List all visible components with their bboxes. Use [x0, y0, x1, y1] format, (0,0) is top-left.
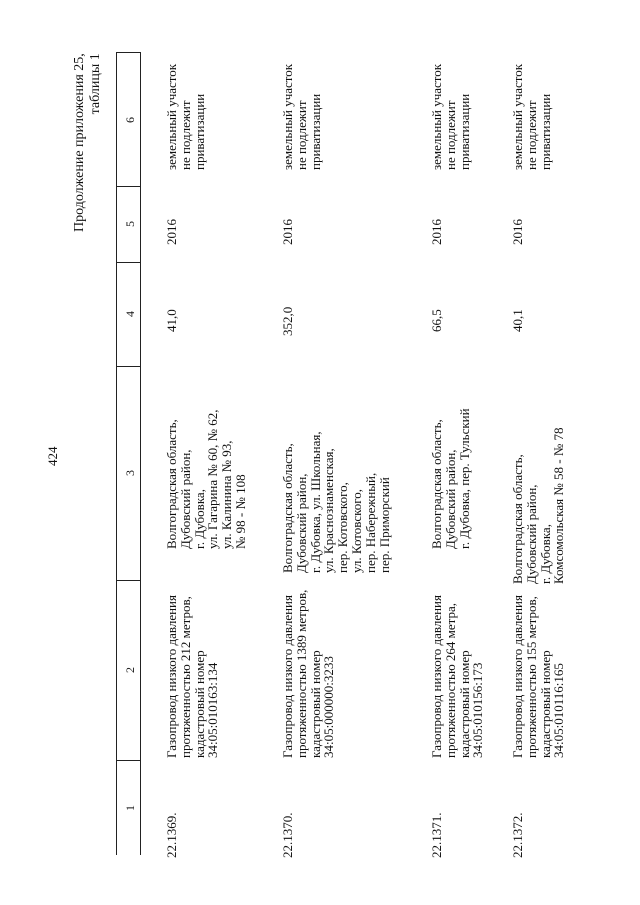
- continuation-note: [72, 53, 104, 232]
- row-1-number: 22.1369.: [164, 812, 179, 858]
- continuation-line-2: таблицы 1: [88, 53, 103, 115]
- row-1-note: земельный участок не подлежит приватизации: [164, 63, 207, 170]
- row-2-address: Волгоградская область, Дубовский район, г. Дубовка, ул. Школьная, ул. Краснознаменская, пер. Котовского, ул. Котовского, пер. Набережный, пер. Приморский: [280, 431, 392, 573]
- table-header-left-border: [116, 52, 117, 855]
- row-2-number: 22.1370.: [280, 812, 295, 858]
- col-divider-5-6: [116, 186, 140, 187]
- row-3-note: земельный участок не подлежит приватизации: [429, 63, 472, 170]
- row-1-year: 2016: [164, 219, 179, 245]
- page-number: 424: [45, 446, 60, 466]
- header-cell-4: 4: [123, 311, 137, 317]
- row-1-value: 41,0: [164, 309, 179, 332]
- header-cell-3: 3: [123, 470, 137, 476]
- header-cell-5: 5: [123, 221, 137, 227]
- row-3-name: Газопровод низкого давления протяженностью 264 метра, кадастровый номер 34:05:010156:173: [429, 595, 486, 758]
- row-4-name: Газопровод низкого давления протяженностью 155 метров, кадастровый номер 34:05:010116:165: [510, 595, 567, 758]
- row-2-note: земельный участок не подлежит приватизации: [280, 63, 323, 170]
- row-1-name: Газопровод низкого давления протяженностью 212 метров, кадастровый номер 34:05:010163:134: [164, 595, 221, 758]
- row-4-number: 22.1372.: [510, 812, 525, 858]
- row-4-note: земельный участок не подлежит приватизации: [510, 63, 553, 170]
- table-header-top-border: [116, 52, 140, 53]
- col-divider-3-4: [116, 366, 140, 367]
- continuation-line-1: Продолжение приложения 25,: [72, 53, 87, 232]
- row-3-address: Волгоградская область, Дубовский район, г. Дубовка, пер. Тульский: [429, 408, 472, 549]
- row-4-year: 2016: [510, 219, 525, 245]
- row-4-value: 40,1: [510, 309, 525, 332]
- row-3-value: 66,5: [429, 309, 444, 332]
- row-4-address: Волгоградская область, Дубовский район, г. Дубовка, Комсомольская № 58 - № 78: [510, 427, 567, 584]
- col-divider-2-3: [116, 580, 140, 581]
- row-3-number: 22.1371.: [429, 812, 444, 858]
- row-2-year: 2016: [280, 219, 295, 245]
- header-cell-1: 1: [123, 805, 137, 811]
- col-divider-1-2: [116, 760, 140, 761]
- row-3-year: 2016: [429, 219, 444, 245]
- row-1-address: Волгоградская область, Дубовский район, г. Дубовка, ул. Гагарина № 60, № 62, ул. Калинина № 93, № 98 - № 108: [164, 409, 248, 549]
- header-cell-6: 6: [123, 117, 137, 123]
- row-2-name: Газопровод низкого давления протяженностью 1389 метров, кадастровый номер 34:05:000000:3233: [280, 589, 337, 758]
- table-header-right-border: [140, 52, 141, 855]
- col-divider-4-5: [116, 262, 140, 263]
- header-cell-2: 2: [123, 667, 137, 673]
- row-2-value: 352,0: [280, 306, 295, 336]
